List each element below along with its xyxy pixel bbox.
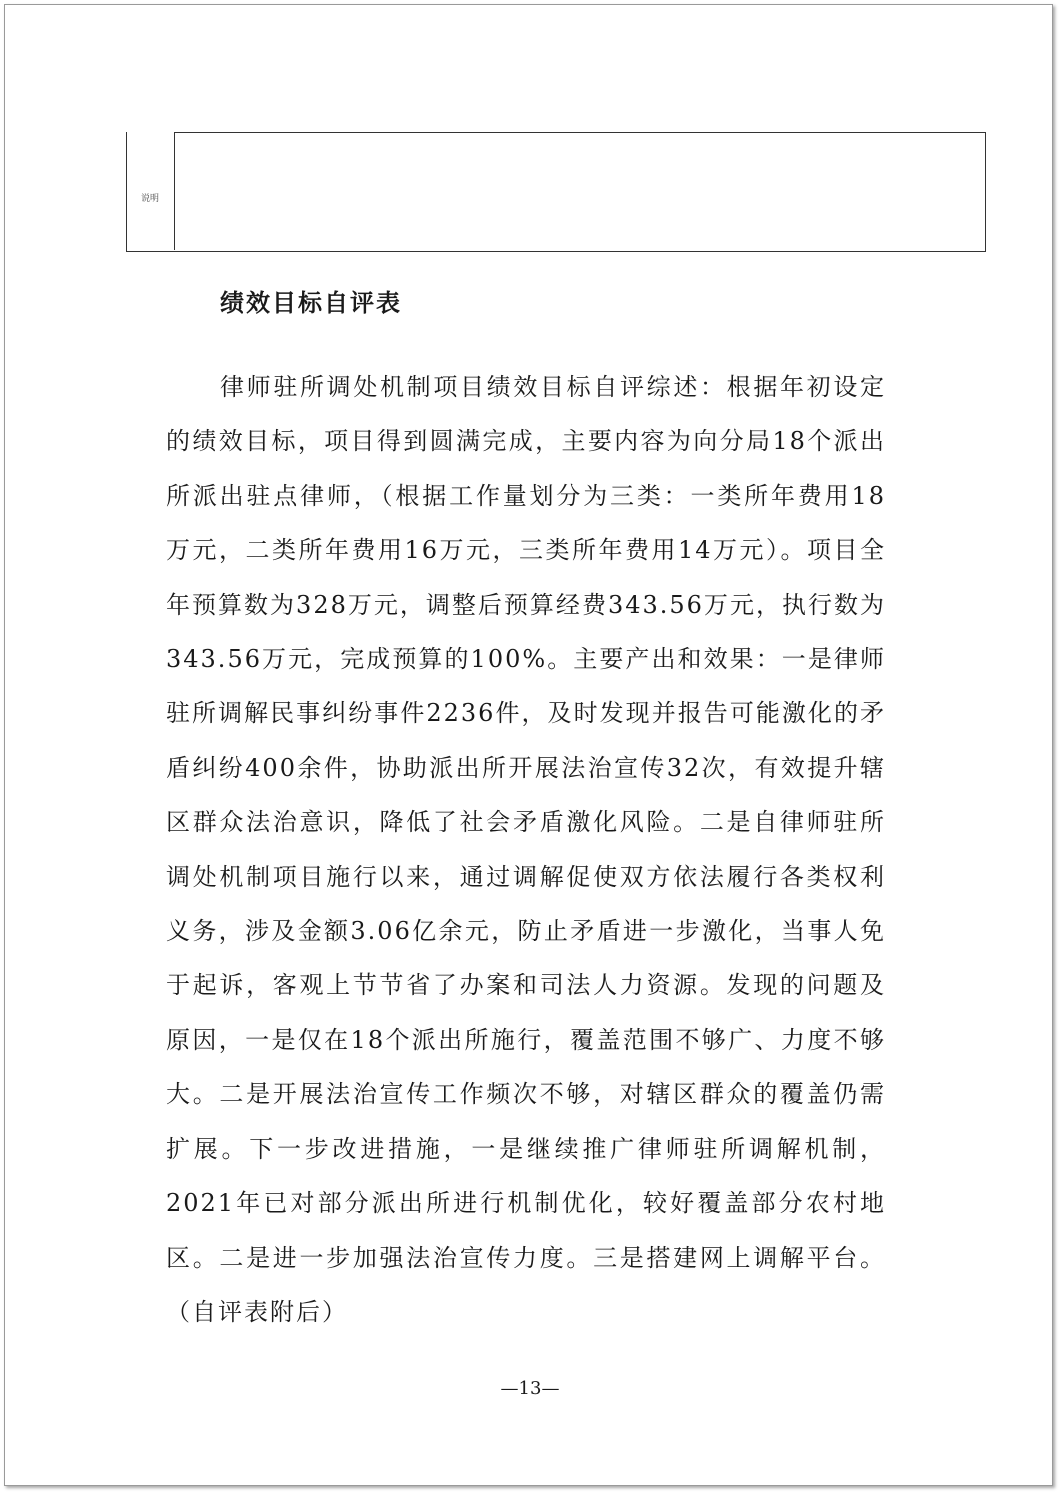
description-label-cell [127, 132, 175, 250]
description-label: 说明 [141, 194, 160, 204]
description-table [126, 132, 986, 252]
self-evaluation-summary: 律师驻所调处机制项目绩效目标自评综述：根据年初设定的绩效目标，项目得到圆满完成，主要内容为向分局18个派出所派出驻点律师，（根据工作量划分为三类：一类所年费用18万元，二类所年费用16万元，三类所年费用14万元）。项目全年预算数为328万元，调整后预算经费343.56万元，执行数为343.56万元，完成预算的100%。主要产出和效果：一是律师驻所调解民事纠纷事件2236件，及时发现并报告可能激化的矛盾纠纷400余件，协助派出所开展法治宣传32次，有效提升辖区群众法治意识，降低了社会矛盾激化风险。二是自律师驻所调处机制项目施行以来，通过调解促使双方依法履行各类权利义务，涉及金额3.06亿余元，防止矛盾进一步激化，当事人免于起诉，客观上节节省了办案和司法人力资源。发现的问题及原因，一是仅在18个派出所施行，覆盖范围不够广、力度不够大。二是开展法治宣传工作频次不够，对辖区群众的覆盖仍需扩展。下一步改进措施，一是继续推广律师驻所调解机制，2021年已对部分派出所进行机制优化，较好覆盖部分农村地区。二是进一步加强法治宣传力度。三是搭建网上调解平台。（自评表附后） [166, 373, 886, 1326]
section-heading: 绩效目标自评表 [220, 289, 402, 317]
description-value-cell [175, 132, 985, 250]
page-number: —13— [500, 1378, 560, 1399]
